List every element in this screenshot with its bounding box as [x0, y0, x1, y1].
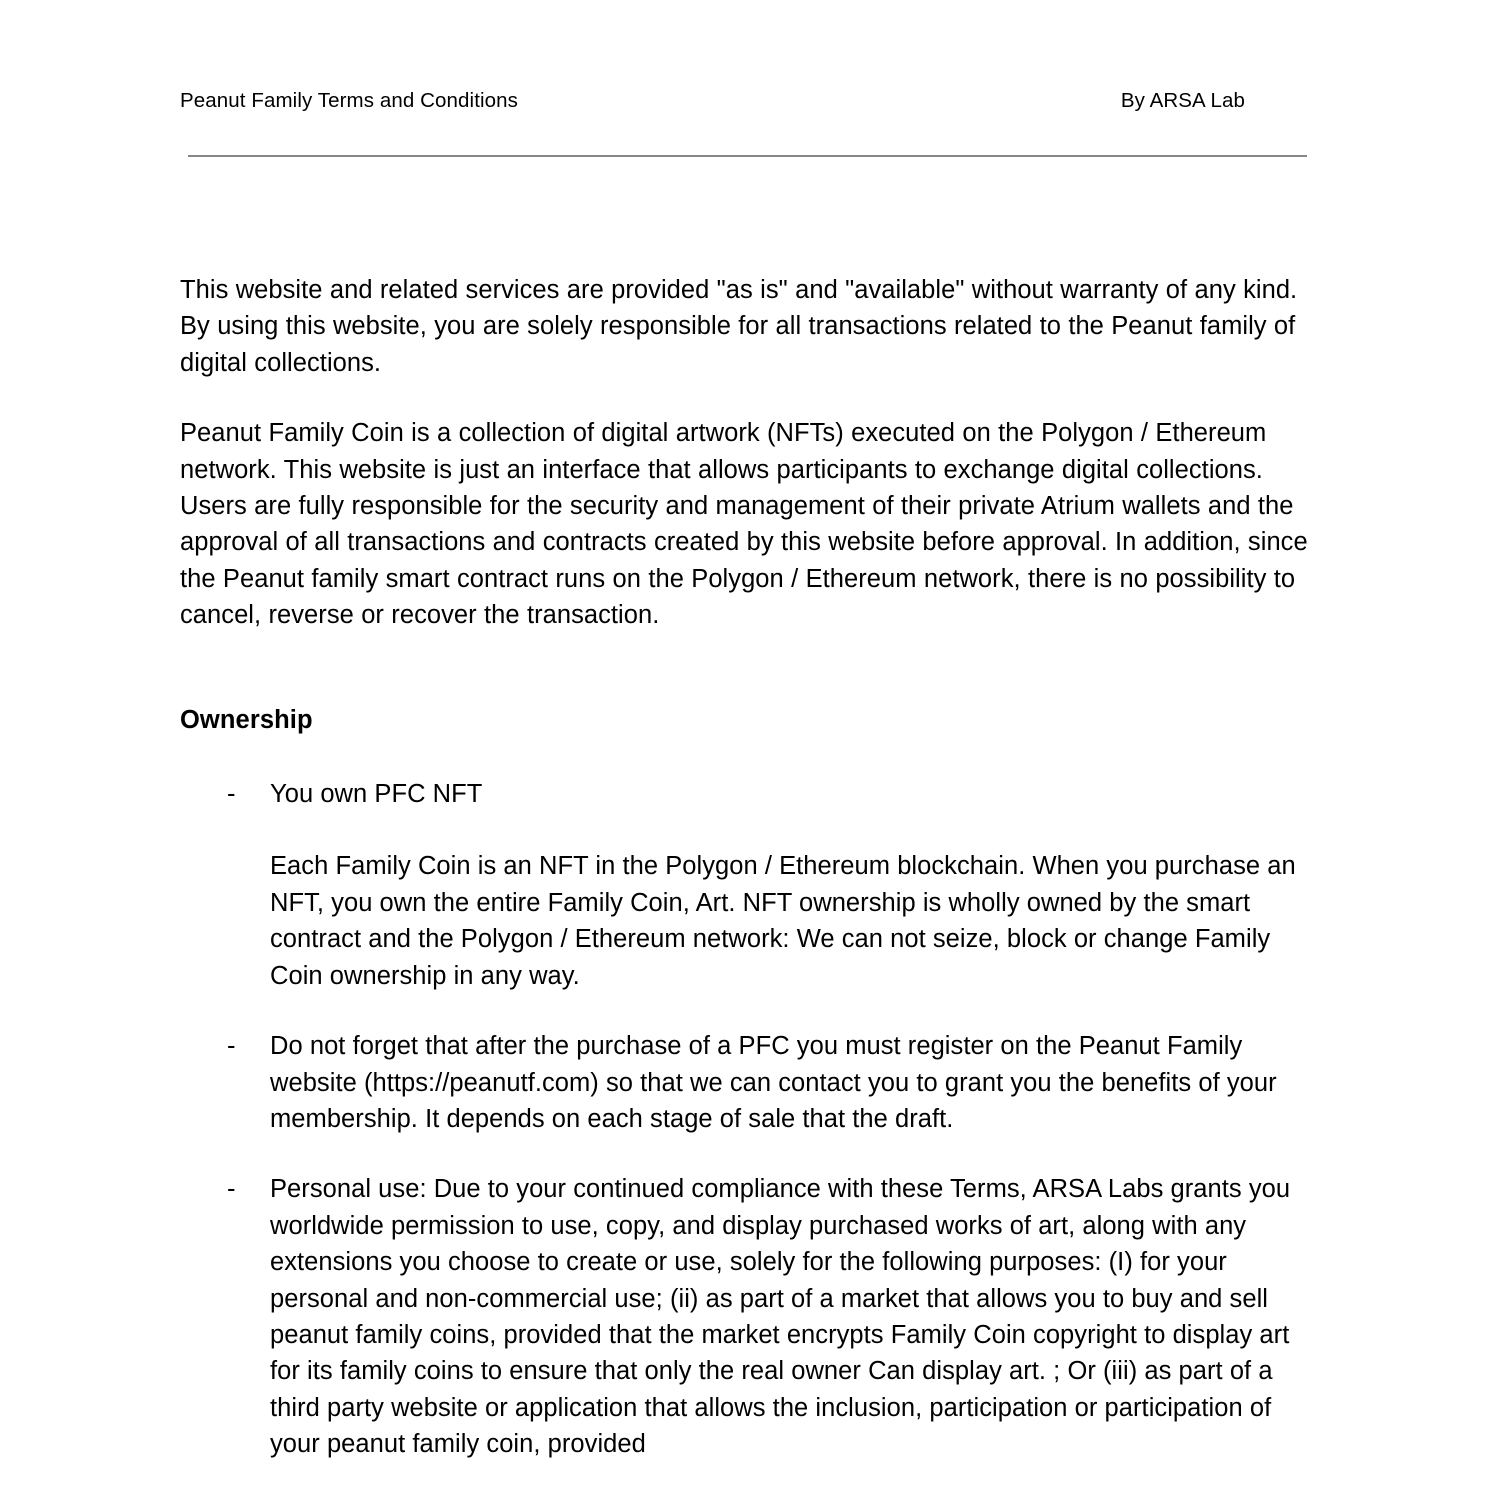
intro-paragraph: This website and related services are provided "as is" and "available" without warranty of any kind. By using this website, you are solely responsible for all transactions related to the Peanut family of digital collections. — [180, 276, 1298, 377]
list-item — [180, 776, 1308, 994]
list-item-label: Do not forget that after the purchase of a PFC you must register on the Peanut Family website (https://peanutf.com) so that we can contact you to grant you the benefits of your membership. It depends on each stage of sale that the draft. — [270, 1032, 1277, 1133]
dash-bullet-icon: - — [227, 1032, 236, 1061]
list-item-subparagraph: Each Family Coin is an NFT in the Polygon / Ethereum blockchain. When you purchase an NFT, you own the entire Family Coin, Art. NFT ownership is wholly owned by the smart contract and the Polygon / Ethereum network: We can not seize, block or change Family Coin ownership in any way. — [270, 852, 1296, 990]
list-item — [180, 1028, 1308, 1137]
document-title: Peanut Family Terms and Conditions — [180, 89, 519, 112]
ownership-bullet-list — [180, 776, 1308, 1463]
list-item-label: You own PFC NFT — [270, 780, 483, 809]
list-item — [180, 1171, 1308, 1462]
dash-bullet-icon: - — [227, 1175, 236, 1204]
list-item-label: Personal use: Due to your continued compliance with these Terms, ARSA Labs grants you worldwide permission to use, copy, and display purchased works of art, along with any extensions you choose to create or use, solely for the following purposes: (I) for your personal and non-commercial use; (ii) as part of a market that allows you to buy and sell peanut family coins, provided that the market encrypts Family Coin copyright to display art for its family coins to ensure that only the real owner Can display art. ; Or (iii) as part of a third party website or application that allows the inclusion, participation or participation of your peanut family coin, provided — [270, 1175, 1291, 1459]
page-title: Ownership — [180, 705, 313, 734]
document-body — [180, 272, 1308, 1463]
header-divider — [188, 155, 1307, 157]
collection-paragraph: Peanut Family Coin is a collection of digital artwork (NFTs) executed on the Polygon / Ethereum network. This website is just an interface that allows participants to exchange digital collections. Users are fully responsible for the security and management of their private Atrium wallets and the approval of all transactions and contracts created by this website before approval. In addition, since the Peanut family smart contract runs on the Polygon / Ethereum network, there is no possibility to cancel, reverse or recover the transaction. — [180, 419, 1308, 630]
dash-bullet-icon: - — [227, 780, 236, 809]
page-header — [180, 88, 1245, 114]
document-author: By ARSA Lab — [1120, 89, 1245, 112]
